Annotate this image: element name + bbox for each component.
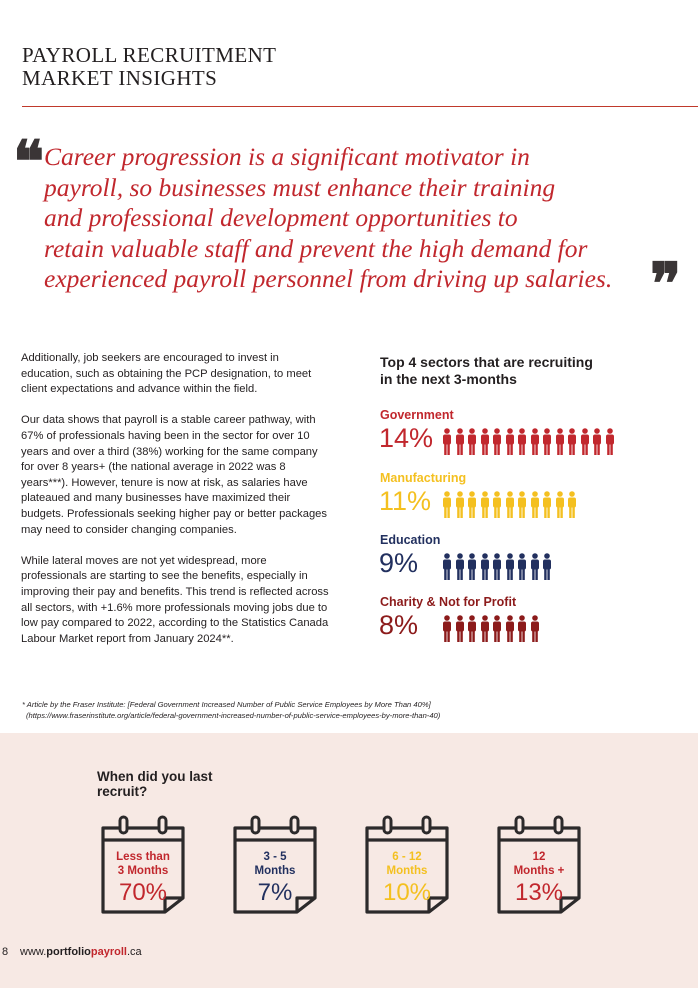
person-icon [517,428,527,455]
person-icon [467,615,477,642]
calendar-card [493,814,585,916]
url-bold-2: payroll [90,946,127,958]
person-icon [492,491,502,518]
sector-label-charity: Charity & Not for Profit [380,595,517,609]
calendar-percent: 7% [257,879,293,906]
person-icon [442,553,452,580]
calendar-label-line-2: Months [386,865,428,877]
calendar-label-line-1: 12 [532,851,546,863]
person-icon [530,615,540,642]
calendar-percent: 13% [514,879,564,906]
person-icon [492,553,502,580]
recruit-title-line-2: recruit? [97,784,148,799]
person-icon [542,491,552,518]
person-icon [517,553,527,580]
sector-percent-charity: 8% [379,610,419,640]
person-icon [492,615,502,642]
sectors-chart-title [380,354,640,388]
title-line-1: PAYROLL RECRUITMENT [22,43,277,67]
person-icon [455,428,465,455]
person-icon [455,615,465,642]
person-icon [517,615,527,642]
url-bold-1: portfolio [46,946,91,958]
quote-line: Career progression is a significant motivator in [44,142,530,171]
quote-line: and professional development opportunities to [44,203,518,232]
person-icon [555,491,565,518]
footnote [22,699,440,721]
close-quote-icon: ❞ [650,252,682,317]
body-paragraph: Additionally, job seekers are encouraged to invest in education, such as obtaining the PCP designation, to meet client expectations and advance within the field. [21,352,312,396]
header-divider [22,106,698,107]
person-icon [442,428,452,455]
person-icon [505,428,515,455]
page-title [22,44,276,90]
person-icon [517,491,527,518]
person-icon [467,553,477,580]
quote-line: experienced payroll personnel from driving up salaries. [44,264,613,293]
body-paragraph: Our data shows that payroll is a stable career pathway, with 67% of professionals having been in the sector for over 10 years and over a third (38%) working for the same company for over 8 years+ (the national average in 2022 was 8 years***). However, tenure is now at risk, as salaries have plateaued and many businesses have maximized their budgets. Professionals seeking higher pay or better packages may need to consider changing companies. [21,414,327,536]
body-paragraph: While lateral moves are not yet widespread, more professionals are starting to see the benefits, especially in improving their pay and benefits. This trend is reflected across all sectors, with +1.6% more professionals moving jobs due to low pay compared to 2022, according to the Statistics Canada Labour Market report from January 2024**. [21,554,329,645]
footer-url[interactable] [20,946,142,958]
person-icon [567,491,577,518]
person-icon [530,428,540,455]
sector-icons-charity [442,615,540,642]
quote-line: retain valuable staff and prevent the high demand for [44,233,588,263]
sector-icons-manufacturing [442,491,577,518]
person-icon [542,553,552,580]
person-icon [455,491,465,518]
calendar-label-line-1: Less than [116,851,170,863]
quote-line: payroll, so businesses must enhance their training [44,172,556,202]
person-icon [592,428,602,455]
person-icon [505,553,515,580]
person-icon [530,553,540,580]
calendar-percent: 10% [382,879,432,906]
sector-percent-government: 14% [379,423,434,453]
footnote-url: (https://www.fraserinstitute.org/article/federal-government-increased-number-of-public-service-employees-by-more-than-40) [26,711,441,720]
body-text [21,351,333,663]
recruit-title [97,769,213,799]
calendar-label-line-2: Months [254,865,296,877]
sector-icons-education [442,553,552,580]
person-icon [455,553,465,580]
footnote-line-1: * Article by the Fraser Institute: [Federal Government Increased Number of Public Service Employees by More Than 40%] [22,700,431,709]
person-icon [480,428,490,455]
sectors-title-line-2: in the next 3-months [380,371,517,387]
calendar-card [97,814,189,916]
sectors-title-line-1: Top 4 sectors that are recruiting [380,354,593,370]
person-icon [442,491,452,518]
url-suffix: .ca [126,946,142,958]
calendar-card [361,814,453,916]
person-icon [555,428,565,455]
calendar-card [229,814,321,916]
person-icon [480,615,490,642]
sector-label-manufacturing: Manufacturing [380,471,467,485]
calendar-label-line-1: 3 - 5 [263,851,287,863]
person-icon [467,491,477,518]
person-icon [492,428,502,455]
sector-percent-education: 9% [379,548,419,578]
calendar-label-line-1: 6 - 12 [392,851,422,863]
page-number: 8 [2,946,9,958]
sector-icons-government [442,428,615,455]
calendar-label-line-2: Months + [513,865,565,877]
url-prefix: www. [20,946,47,958]
pull-quote [44,142,654,295]
person-icon [605,428,615,455]
sector-label-education: Education [380,533,441,547]
open-quote-icon: ❝ [13,130,45,195]
person-icon [542,428,552,455]
person-icon [480,491,490,518]
sector-label-government: Government [380,408,454,422]
person-icon [442,615,452,642]
calendar-percent: 70% [118,879,168,906]
person-icon [505,491,515,518]
recruit-title-line-1: When did you last [97,769,213,784]
person-icon [467,428,477,455]
title-line-2: MARKET INSIGHTS [22,66,218,90]
person-icon [505,615,515,642]
person-icon [580,428,590,455]
sector-percent-manufacturing: 11% [379,486,432,516]
person-icon [567,428,577,455]
person-icon [480,553,490,580]
person-icon [530,491,540,518]
calendar-label-line-2: 3 Months [117,865,169,877]
